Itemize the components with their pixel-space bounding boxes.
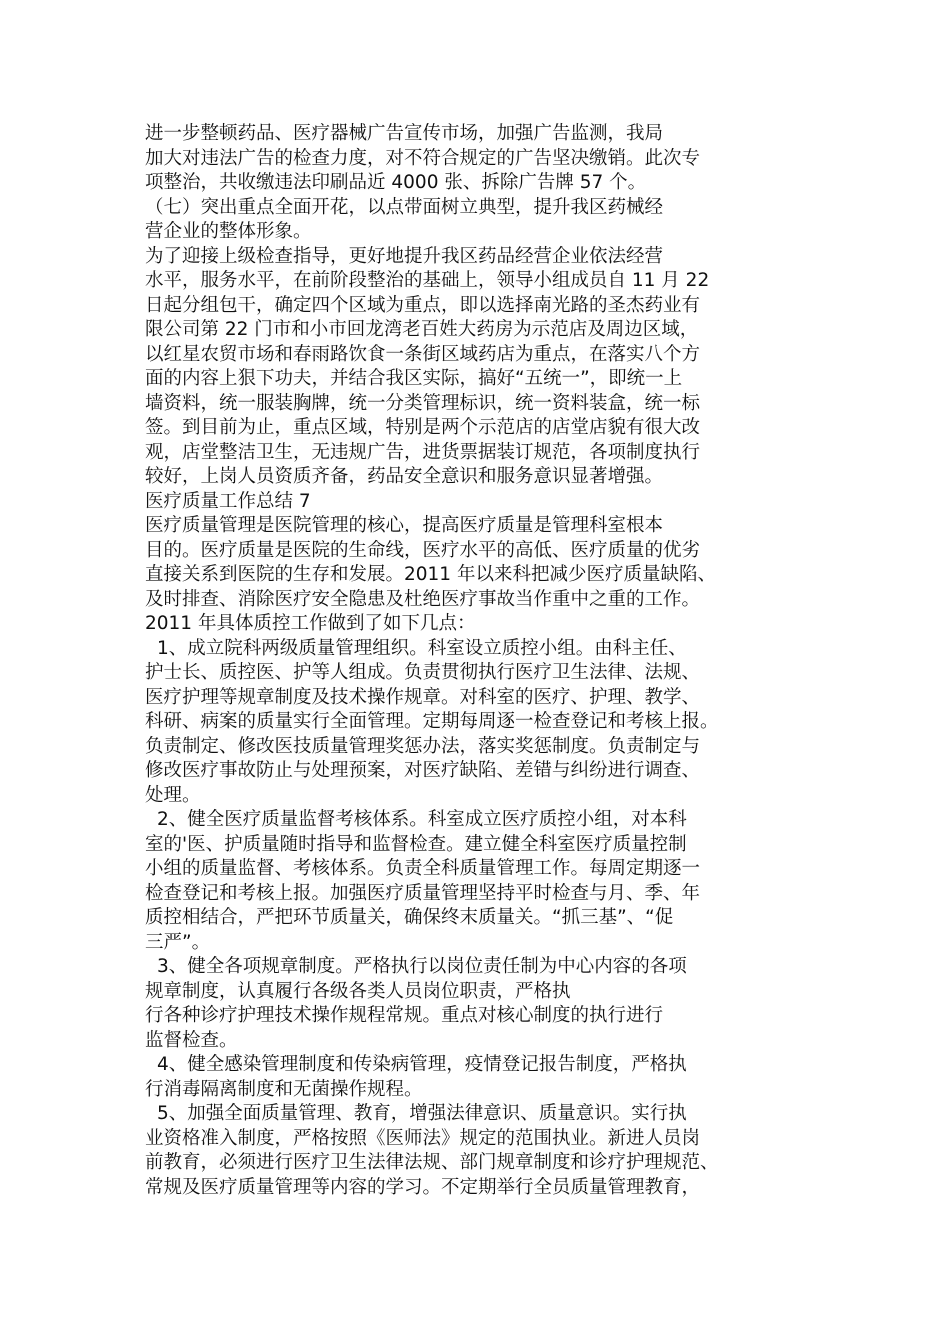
text-line: 观，店堂整洁卫生，无违规广告，进货票据装订规范，各项制度执行 — [145, 441, 701, 463]
text-line: 规章制度，认真履行各级各类人员岗位职责，严格执 — [145, 980, 571, 1002]
text-line: 检查登记和考核上报。加强医疗质量管理坚持平时检查与月、季、年 — [145, 882, 701, 904]
text-line: 为了迎接上级检查指导，更好地提升我区药品经营企业依法经营 — [145, 245, 664, 267]
text-line: 及时排查、消除医疗安全隐患及杜绝医疗事故当作重中之重的工作。 — [145, 588, 701, 610]
text-line: 常规及医疗质量管理等内容的学习。不定期举行全员质量管理教育， — [145, 1176, 701, 1198]
text-line: 加大对违法广告的检查力度，对不符合规定的广告坚决缴销。此次专 — [145, 147, 701, 169]
text-line: 签。到目前为止，重点区域，特别是两个示范店的店堂店貌有很大改 — [145, 417, 701, 438]
text-line: 护士长、质控医、护等人组成。负责贯彻执行医疗卫生法律、法规、 — [145, 662, 701, 683]
list-item-5: 5、加强全面质量管理、教育，增强法律意识、质量意识。实行执 — [157, 1103, 687, 1124]
list-item-2: 2、健全医疗质量监督考核体系。科室成立医疗质控小组，对本科 — [157, 809, 687, 830]
text-line: 项整治，共收缴违法印刷品近 4000 张、拆除广告牌 57 个。 — [145, 172, 647, 193]
list-item-4: 4、健全感染管理制度和传染病管理，疫情登记报告制度，严格执 — [157, 1054, 687, 1075]
text-line: 行消毒隔离制度和无菌操作规程。 — [145, 1078, 423, 1100]
text-line: 三严”。 — [145, 931, 211, 953]
text-line: 科研、病案的质量实行全面管理。定期每周逐一检查登记和考核上报。 — [145, 711, 719, 732]
text-line: 面的内容上狠下功夫，并结合我区实际，搞好“五统一”，即统一上 — [145, 368, 683, 389]
text-line: 医疗护理等规章制度及技术操作规章。对科室的医疗、护理、教学、 — [145, 686, 701, 708]
text-line: 目的。医疗质量是医院的生命线，医疗水平的高低、医疗质量的优劣 — [145, 539, 701, 561]
text-line: 行各种诊疗护理技术操作规程常规。重点对核心制度的执行进行 — [145, 1005, 664, 1026]
section-heading: 医疗质量工作总结 7 — [145, 490, 311, 512]
text-line: 业资格准入制度，严格按照《医师法》规定的范围执业。新进人员岗 — [145, 1127, 701, 1149]
list-item-3: 3、健全各项规章制度。严格执行以岗位责任制为中心内容的各项 — [157, 956, 687, 977]
text-line: （七）突出重点全面开花，以点带面树立典型，提升我区药械经 — [145, 196, 664, 218]
text-line: 2011 年具体质控工作做到了如下几点： — [145, 613, 476, 634]
text-line: 水平，服务水平，在前阶段整治的基础上，领导小组成员自 11 月 22 — [145, 270, 710, 291]
text-line: 限公司第 22 门市和小市回龙湾老百姓大药房为示范店及周边区域， — [145, 319, 699, 340]
text-line: 处理。 — [145, 784, 201, 806]
text-line: 较好，上岗人员资质齐备，药品安全意识和服务意识显著增强。 — [145, 466, 664, 487]
text-line: 营企业的整体形象。 — [145, 221, 312, 242]
text-line: 日起分组包干，确定四个区域为重点，即以选择南光路的圣杰药业有 — [145, 294, 701, 316]
text-line: 墙资料，统一服装胸牌，统一分类管理标识，统一资料装盒，统一标 — [145, 392, 701, 414]
text-line: 小组的质量监督、考核体系。负责全科质量管理工作。每周定期逐一 — [145, 858, 701, 879]
text-line: 前教育，必须进行医疗卫生法律法规、部门规章制度和诊疗护理规范、 — [145, 1152, 719, 1173]
text-line: 医疗质量管理是医院管理的核心，提高医疗质量是管理科室根本 — [145, 515, 664, 536]
text-line: 以红星农贸市场和春雨路饮食一条街区域药店为重点，在落实八个方 — [145, 343, 701, 365]
text-line: 修改医疗事故防止与处理预案，对医疗缺陷、差错与纠纷进行调查、 — [145, 760, 701, 781]
document-body — [145, 122, 745, 1200]
text-line: 质控相结合，严把环节质量关，确保终末质量关。“抓三基”、“促 — [145, 907, 674, 928]
list-item-1: 1、成立院科两级质量管理组织。科室设立质控小组。由科主任、 — [157, 637, 687, 659]
text-line: 负责制定、修改医技质量管理奖惩办法，落实奖惩制度。负责制定与 — [145, 735, 701, 757]
text-line: 直接关系到医院的生存和发展。2011 年以来科把减少医疗质量缺陷、 — [145, 564, 716, 585]
text-line: 进一步整顿药品、医疗器械广告宣传市场，加强广告监测，我局 — [145, 123, 664, 144]
text-line: 室的'医、护质量随时指导和监督检查。建立健全科室医疗质量控制 — [145, 833, 687, 855]
text-line: 监督检查。 — [145, 1029, 238, 1051]
